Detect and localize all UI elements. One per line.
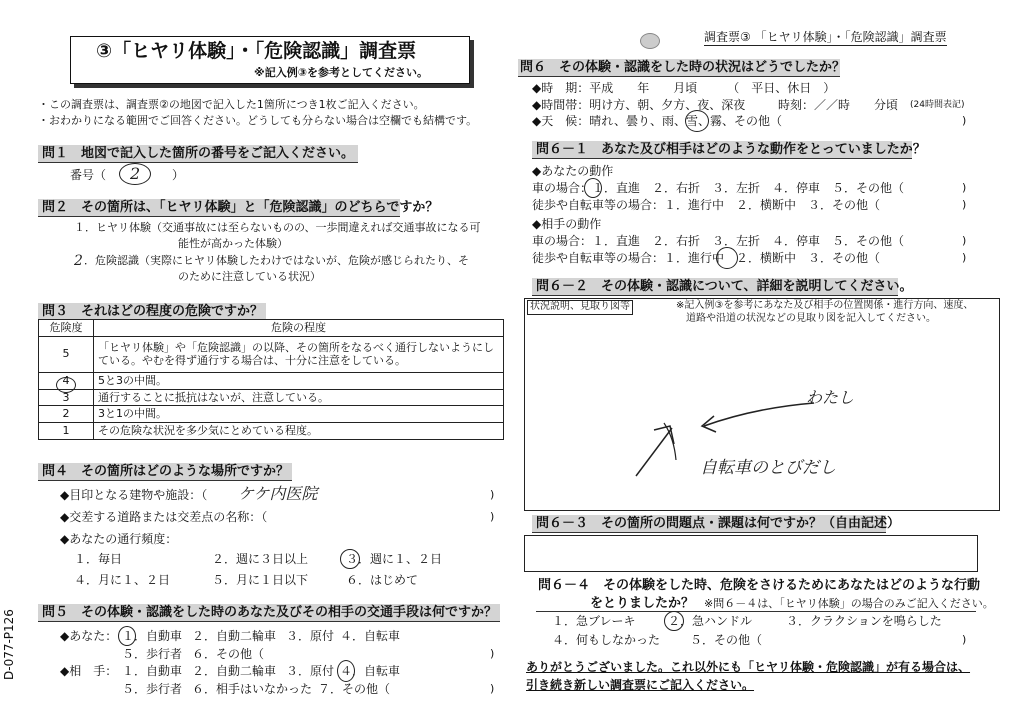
q2-option-1a: １．ヒヤリ体験（交通事故には至らないものの、一歩間違えれば交通事故になる可 [74,221,481,234]
q6-4-note: ※問６－４は、「ヒヤリ体験」の場合のみご記入ください。 [704,597,994,610]
q6-1-you-walk-close: ) [962,198,967,211]
q6-title: 問６ その体験・認識をした時の状況はどうでしたか？ [520,60,846,75]
q1-label: 番号（ [70,168,107,182]
q6-1-other-walk-circle [716,247,738,269]
q6-3-title: 問６－３ その箇所の問題点・課題は何ですか？（自由記述） [536,516,901,531]
q5-you-option: ６．その他（ [192,647,265,661]
desc-cell: 通行することに抵抗はないが、注意している。 [94,389,504,406]
q1-answer: 2 [130,164,141,183]
q5-other-option: ３．原付 [286,664,335,678]
sketch-note-2: 道路や沿道の状況などの見取り図を記入してください。 [686,313,936,324]
q5-you-answer-circle [118,626,136,646]
q5-other-option: ６．相手はいなかった [192,682,313,696]
q6-4-option: ３．クラクションを鳴らした [786,614,942,628]
q6-4-close: ) [962,633,967,646]
sketch-box-label: 状況説明、見取り図等 [527,300,633,315]
q2-option-2a: ．危険認識（実際にヒヤリ体験したわけではないが、危険が感じられたり、そ [84,254,469,267]
freq-option: ５．月に１日以下 [212,573,309,587]
freq-option: ３．週に１、２日 [346,552,443,566]
q6-3-answer-box[interactable] [524,535,978,572]
q2-title: 問２ その箇所は、「ヒヤリ体験」と「危険認識」のどちらですか？ [42,200,439,215]
q6-1-other-car-close: ) [962,234,967,247]
q5-other-option: ４．自転車 [340,664,401,678]
q5-title: 問５ その体験・認識をした時のあなた及びその相手の交通手段は何ですか？ [42,605,498,620]
desc-cell: 「ヒヤリ体験」や「危険認識」の以降、その箇所をなるべく通行しないようにしている。やむを得ず通行する場合は、十分に注意をしている。 [94,336,504,372]
desc-cell: 3と1の中間。 [94,406,504,423]
freq-option: １．毎日 [74,552,123,566]
q6-4-answer-circle [664,611,684,631]
q6-4-option: ２．急ハンドル [668,614,753,628]
page-title: ③「ヒヤリ体験」・「危険認識」調査票 [96,40,417,62]
q6-4-title-a: 問６－４ その体験をした時、危険をさけるためにあなたはどのような行動 [538,578,981,593]
q5-you-label: ◆あなた： [60,629,118,643]
q6-1-title: 問６－１ あなた及び相手はどのような動作をとっていましたか？ [536,142,926,157]
q2-option-1b: 能性が高かった体験） [178,237,288,250]
q1-close: ） [172,168,185,182]
q6-clock: 時刻：／／時 分頃 [778,98,899,112]
freq-option: ４．月に１、２日 [74,573,171,587]
freq-option: ２．週に３日以上 [212,552,309,566]
table-header-level: 危険度 [39,320,94,337]
sketch-note-1: ※記入例③を参考にあなた及び相手の位置関係・進行方向、速度、 [676,300,974,311]
footer-line-2: 引き続き新しい調査票にご記入ください。 [526,678,755,692]
q6-4-option: １．急ブレーキ [552,614,636,628]
form-label-top-right: 調査票③ 「ヒヤリ体験」・「危険認識」調査票 [704,30,947,44]
q6-1-you-car-close: ) [962,181,967,194]
level-cell: 4 [39,372,94,389]
q6-1-you-car-circle [584,178,602,198]
q6-1-other-head: ◆相手の動作 [532,217,602,231]
q6-1-other-walk: 徒歩や自転車等の場合：１．進行中 ２．横断中 ３．その他（ [532,251,881,265]
q6-4-option: ５．その他（ [690,633,763,647]
q4-landmark-answer: ケケ内医院 [238,484,318,503]
q6-period: ◆時 期：平成 年 月頃 （ 平日、休日 ） [532,81,836,95]
freq-option: ６．はじめて [346,573,419,587]
q6-1-you-car: 車の場合：１．直進 ２．右折 ３．左折 ４．停車 ５．その他（ [532,181,905,195]
q6-4-title-b: をとりましたか？ [590,596,695,611]
q6-1-other-car: 車の場合：１．直進 ２．右折 ３．左折 ４．停車 ５．その他（ [532,234,905,248]
sketch-bike-arrowhead [654,426,674,444]
q6-weather-answer-circle [685,110,709,132]
q6-1-you-walk: 徒歩や自転車等の場合：１．進行中 ２．横断中 ３．その他（ [532,198,881,212]
q6-timeband: ◆時間帯：明け方、朝、夕方、夜、深夜 [532,98,746,112]
q4-landmark-close: ) [490,488,495,501]
q5-you-option: ２．自動二輪車 [192,629,277,643]
table-row [39,406,504,423]
q4-title: 問４ その箇所はどのような場所ですか？ [42,464,290,479]
q5-other-close: ) [490,682,495,695]
level-cell: 2 [39,406,94,423]
desc-cell: その危険な状況を多少気にとめている程度。 [94,423,504,440]
sketch-label-bike: 自転車のとびだし [700,458,836,478]
q6-weather: ◆天 候：晴れ、曇り、雨、雪、霧、その他（ [532,114,782,128]
q6-1-you-head: ◆あなたの動作 [532,164,614,178]
q4-intersection-close: ) [490,510,495,523]
intro-line-2: ・おわかりになる範囲でご回答ください。どうしても分らない場合は空欄でも結構です。 [38,114,478,127]
level-cell: 3 [39,389,94,406]
level-cell: 1 [39,423,94,440]
table-row [39,423,504,440]
q5-you-option: ４．自転車 [340,629,401,643]
q4-frequency-label: ◆あなたの通行頻度： [60,532,178,546]
side-code: D-077-P126 [2,609,16,680]
q3-title: 問３ それはどの程度の危険ですか？ [42,304,264,319]
q3-answer-circle [56,377,76,393]
q4-landmark-label: ◆目印となる建物や施設：（ [60,488,208,502]
q5-other-option: ２．自動二輪車 [192,664,277,678]
sketch-label-self: わたし [806,388,855,407]
q5-other-answer-circle [337,660,355,682]
q5-you-option: ３．原付 [286,629,335,643]
level-cell: 5 [39,336,94,372]
q5-other-option: ５．歩行者 [122,682,183,696]
q5-you-option: ５．歩行者 [122,647,183,661]
q5-other-label: ◆相 手： [60,664,118,678]
q6-1-other-walk-close: ) [962,251,967,264]
footer-line-1: ありがとうございました。これ以外にも「ヒヤリ体験・危険認識」が有る場合は、 [526,660,971,674]
table-row [39,372,504,389]
q5-other-option: ７．その他（ [318,682,391,696]
danger-level-table [38,319,504,440]
q6-4-header-underline [536,611,976,612]
q5-you-close: ) [490,647,495,660]
q6-4-option: ４．何もしなかった [552,633,661,647]
q1-answer-circle [119,163,151,185]
freq-answer-circle [340,549,360,569]
q2-option-2-num: 2 [74,253,83,269]
q1-title: 問１ 地図で記入した箇所の番号をご記入ください。 [42,146,355,161]
table-header-desc: 危険の程度 [94,320,504,337]
sketch-bike-path [636,428,672,476]
intro-line-1: ・この調査票は、調査票②の地図で記入した1箇所につき1枚ご記入ください。 [38,98,425,111]
table-row [39,389,504,406]
q6-weather-close: ) [962,114,967,127]
desc-cell: 5と3の中間。 [94,372,504,389]
q6-clock-note: (24時間表記) [910,100,965,110]
q6-2-title: 問６－２ その体験・認識について、詳細を説明してください。 [536,279,913,294]
q5-you-option: １．自動車 [122,629,183,643]
q4-intersection-label: ◆交差する道路または交差点の名称：（ [60,510,268,524]
sketch-self-path [704,403,814,426]
binder-hole [640,33,660,49]
q2-option-2b: のために注意している状況） [178,270,321,283]
table-row [39,336,504,372]
page-subtitle: ※記入例③を参考としてください。 [254,66,429,79]
q5-other-option: １．自動車 [122,664,183,678]
